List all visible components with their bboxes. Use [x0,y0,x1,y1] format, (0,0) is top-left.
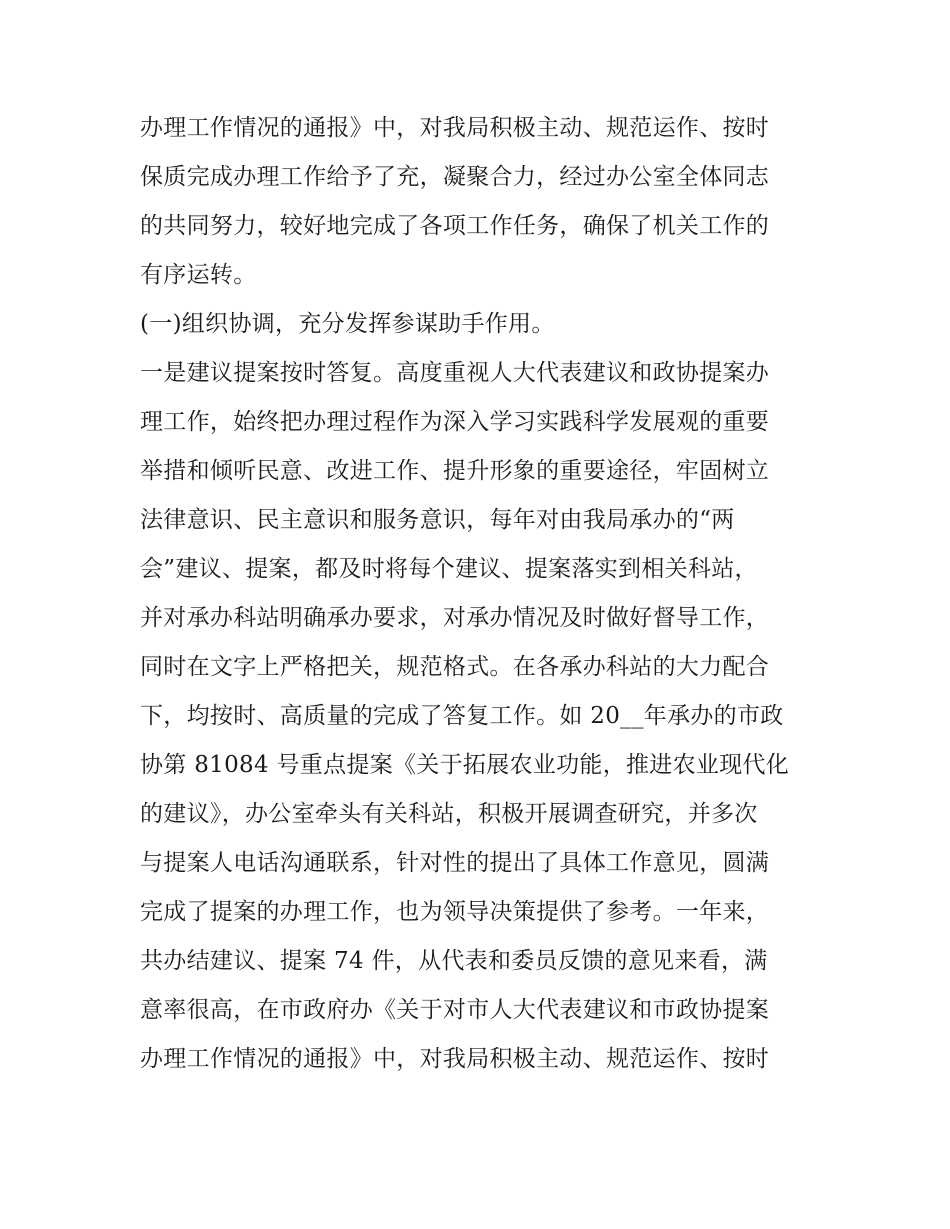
text-line: 有序运转。 [140,262,257,288]
text-line: 协第 81084 号重点提案《关于拓展农业功能，推进农业现代化 [140,752,790,778]
text-line: 法律意识、民主意识和服务意识，每年对由我局承办的“两 [140,507,735,533]
text-line: 共办结建议、提案 74 件，从代表和委员反馈的意见来看，满 [140,948,768,974]
text-line: 的共同努力，较好地完成了各项工作任务，确保了机关工作的 [140,213,770,239]
text-line: 与提案人电话沟通联系，针对性的提出了具体工作意见，圆满 [140,850,770,876]
body-text [140,104,830,1084]
text-line: 办理工作情况的通报》中，对我局积极主动、规范运作、按时 [140,115,770,141]
text-line: 理工作，始终把办理过程作为深入学习实践科学发展观的重要 [140,409,770,435]
text-line: 并对承办科站明确承办要求，对承办情况及时做好督导工作， [140,605,770,631]
section-heading: (一)组织协调，充分发挥参谋助手作用。 [140,311,555,337]
text-line: 意率很高，在市政府办《关于对市人大代表建议和市政协提案 [140,997,770,1023]
text-line: 举措和倾听民意、改进工作、提升形象的重要途径，牢固树立 [140,458,770,484]
text-line: 同时在文字上严格把关，规范格式。在各承办科站的大力配合 [140,654,770,680]
text-line: 保质完成办理工作给予了充，凝聚合力，经过办公室全体同志 [140,164,770,190]
text-line: 完成了提案的办理工作，也为领导决策提供了参考。一年来， [140,899,770,925]
text-line: 办理工作情况的通报》中，对我局积极主动、规范运作、按时 [140,1046,770,1072]
text-line: 下，均按时、高质量的完成了答复工作。如 20__年承办的市政 [140,703,784,729]
text-line: 的建议》，办公室牵头有关科站，积极开展调查研究，并多次 [140,801,758,827]
text-line: 一是建议提案按时答复。高度重视人大代表建议和政协提案办 [140,360,770,386]
text-line: 会”建议、提案，都及时将每个建议、提案落实到相关科站， [140,556,758,582]
